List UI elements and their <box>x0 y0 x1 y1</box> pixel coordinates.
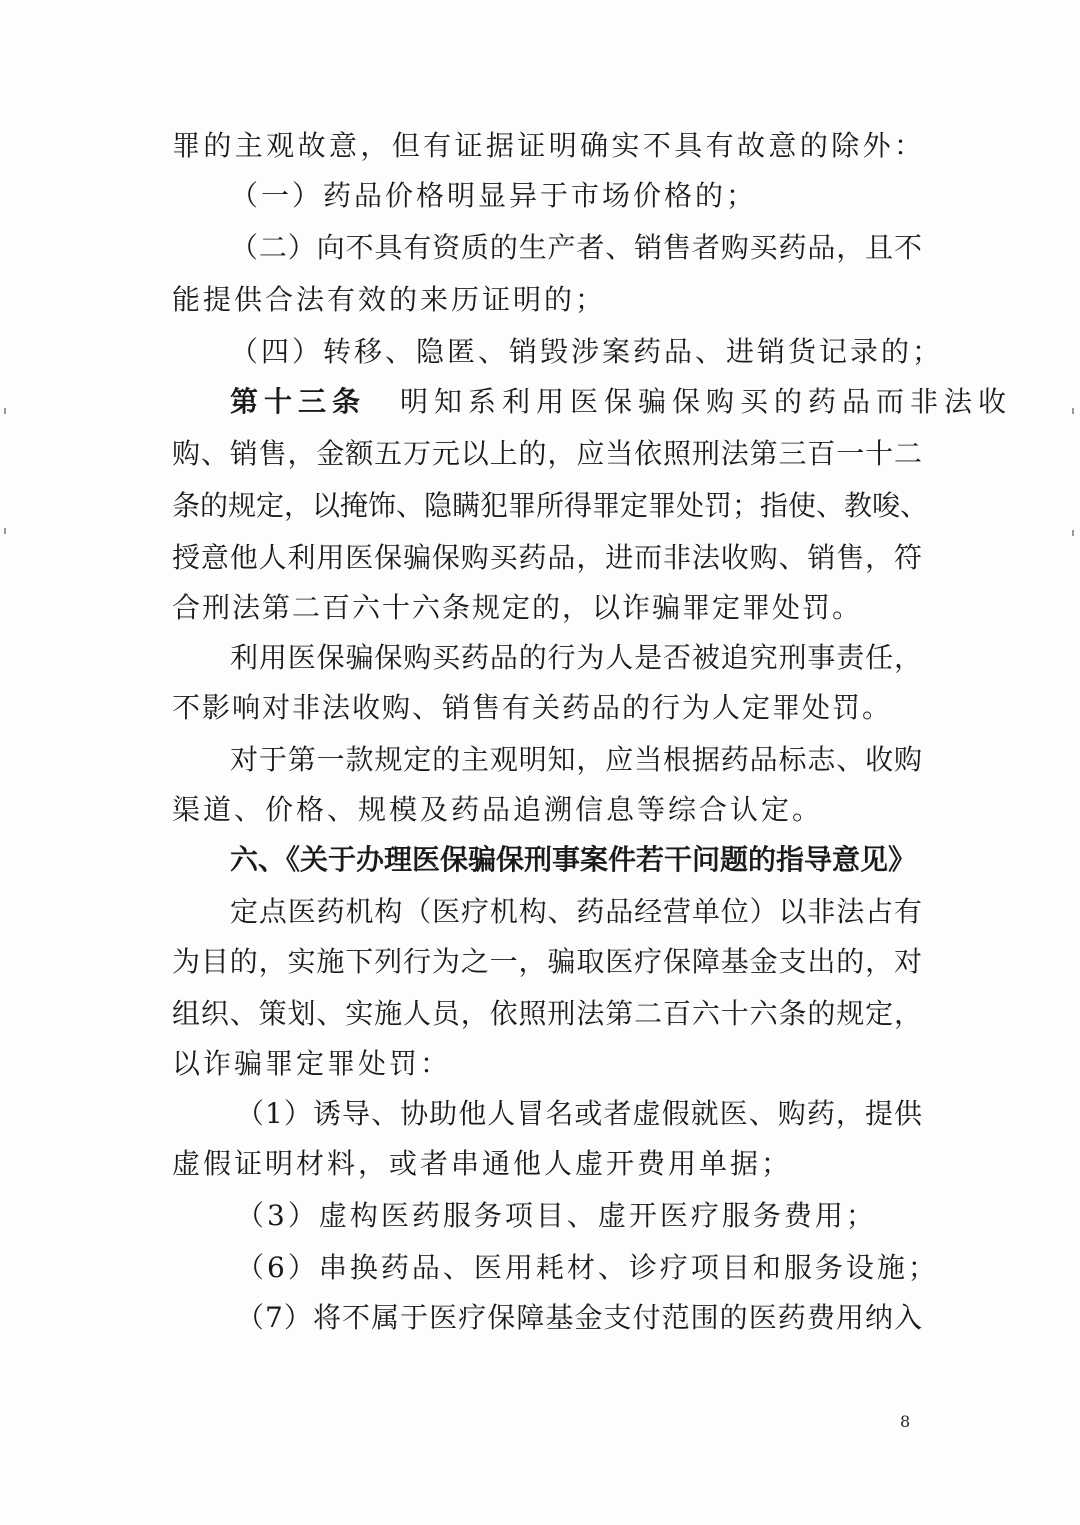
binding-mark <box>1072 530 1074 536</box>
list-item: （7）将不属于医疗保障基金支付范围的医药费用纳入 <box>236 1301 922 1334</box>
text-line: 渠道、价格、规模及药品追溯信息等综合认定。 <box>172 793 824 826</box>
text-line: 组织、策划、实施人员，依照刑法第二百六十六条的规定， <box>172 997 922 1030</box>
section-heading: 六、《关于办理医保骗保刑事案件若干问题的指导意见》 <box>230 843 917 876</box>
paragraph-line: 定点医药机构（医疗机构、药品经营单位）以非法占有 <box>230 895 922 928</box>
text-line: 能提供合法有效的来历证明的； <box>172 283 607 316</box>
list-item: （1）诱导、协助他人冒名或者虚假就医、购药，提供 <box>236 1097 922 1130</box>
list-item: （6）串换药品、医用耗材、诊疗项目和服务设施； <box>236 1251 939 1284</box>
list-item: （二）向不具有资质的生产者、销售者购买药品，且不 <box>230 231 922 264</box>
paragraph-line: 利用医保骗保购买药品的行为人是否被追究刑事责任， <box>230 641 922 674</box>
binding-mark <box>1072 408 1074 414</box>
article-13-line <box>230 384 1013 424</box>
text-line: 虚假证明材料，或者串通他人虚开费用单据； <box>172 1147 793 1180</box>
text-line: 不影响对非法收购、销售有关药品的行为人定罪处罚。 <box>172 691 893 724</box>
article-number: 第十三条 <box>230 385 367 418</box>
list-item: （3）虚构医药服务项目、虚开医疗服务费用； <box>236 1199 877 1232</box>
text-line: 条的规定，以掩饰、隐瞒犯罪所得罪定罪处罚；指使、教唆、 <box>172 489 929 522</box>
article-text: 明知系利用医保骗保购买的药品而非法收 <box>400 385 1013 418</box>
list-item: （一）药品价格明显异于市场价格的； <box>230 179 758 212</box>
text-line: 罪的主观故意，但有证据证明确实不具有故意的除外： <box>172 129 922 162</box>
text-line: 为目的，实施下列行为之一，骗取医疗保障基金支出的，对 <box>172 945 922 978</box>
text-line: 以诈骗罪定罪处罚： <box>172 1047 452 1080</box>
list-item: （四）转移、隐匿、销毁涉案药品、进销货记录的； <box>230 335 944 368</box>
binding-mark <box>4 408 6 414</box>
binding-mark <box>4 528 6 534</box>
text-line: 购、销售，金额五万元以上的，应当依照刑法第三百一十二 <box>172 437 922 470</box>
paragraph-line: 对于第一款规定的主观明知，应当根据药品标志、收购 <box>230 743 922 776</box>
text-line: 合刑法第二百六十六条规定的，以诈骗罪定罪处罚。 <box>172 591 863 624</box>
page-number: 8 <box>900 1412 911 1431</box>
text-line: 授意他人利用医保骗保购买药品，进而非法收购、销售，符 <box>172 541 922 574</box>
